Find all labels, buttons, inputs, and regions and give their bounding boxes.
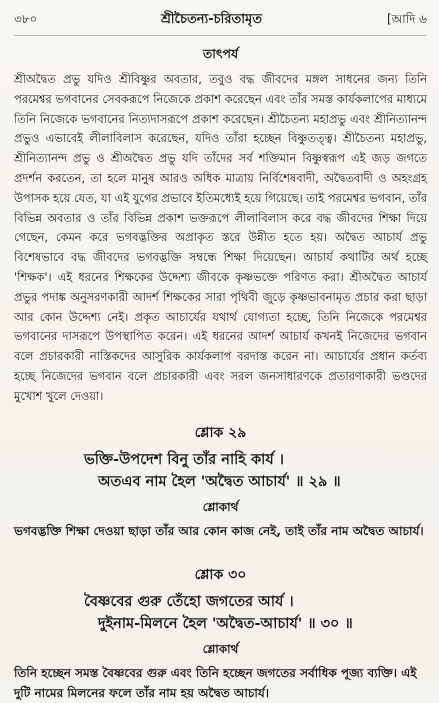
book-title: শ্রীচৈতন্য-চরিতামৃত [160,12,263,27]
page-number: ৩৮০ [14,11,38,26]
verse-30-line-2: দুইনাম-মিলনে হৈল 'অদ্বৈত-আচার্য' ॥ ৩০ ॥ [98,615,353,632]
verse-title-29: শ্লোক ২৯ [194,424,247,441]
purport-text: শ্রীঅদ্বৈত প্রভু যদিও শ্রীবিষ্ণুর অবতার, তবুও বদ্ধ জীবদের মঙ্গল সাধনের জন্য তিনি পরমেশ্বর ভগবানের সেবকরূপে নিজেকে প্রকাশ করেছেন এবং তাঁর সমস্ত কার্যকলাপের মাধ্যমে তিনি নিজেকে ভগবানের নিত্যদাসরূপে প্রকাশ করেছেন। শ্রীচৈতন্য মহাপ্রভু এবং শ্রীনিত্যানন্দ প্রভুও এভাবেই লীলাবিলাস করেছেন, যদিও তাঁরা হচ্ছেন বিষ্ণুতত্ত্ব। শ্রীচৈতন্য মহাপ্রভু, শ্রীনিত্যানন্দ প্রভু ও শ্রীঅদ্বৈত প্রভু যদি তাঁদের সর্ব শক্তিমান বিষ্ণুস্বরূপ এই জড় জগতে প্রদর্শন করতেন, তা হলে মানুষ আরও অধিক মাত্রায় নির্বিশেষবাদী, অদ্বৈতবাদী ও অহংগ্রহ উপাসক হয়ে যেত, যা এই যুগের প্রভাবে ইতিমধ্যেই হয়ে গিয়েছে। তাই পরমেশ্বর ভগবান, তাঁর বিভিন্ন অবতার ও তাঁর বিভিন্ন প্রকাশ ভক্তরূপে লীলাবিলাস করে বদ্ধ জীবদের শিক্ষা দিয়ে গেছেন, কেমন করে ভগবদ্ভক্তির অপ্রাকৃত স্তরে উন্নীত হতে হয়। অদ্বৈত আচার্য প্রভু বিশেষভাবে বদ্ধ জীবদের ভগবদ্ভক্তি সম্বন্ধে শিক্ষা দিয়েছেন। আচার্য কথাটির অর্থ হচ্ছে 'শিক্ষক'। এই ধরনের শিক্ষকের উদ্দেশ্য জীবকে কৃষ্ণভক্তে পরিণত করা। শ্রীঅদ্বৈত আচার্য প্রভুর পদাঙ্ক অনুসরণকারী আদর্শ শিক্ষকের সারা পৃথিবী জুড়ে কৃষ্ণভাবনামৃত প্রচার করা ছাড়া আর কোন উদ্দেশ্য নেই। প্রকৃত আচার্যের যথার্থ যোগ্যতা হচ্ছে, তিনি নিজেকে পরমেশ্বর ভগবানের দাসরূপে উপস্থাপিত করেন। এই ধরনের আদর্শ আচার্য কখনই নিজেদের ভগবান বলে প্রচারকারী নাস্তিকদের আসুরিক কার্যকলাপ বরদাস্ত করেন না। আচার্যের প্রধান কর্তব্য হচ্ছে নিজেদের ভগবান বলে প্রচারকারী এবং সরল জনসাধারণকে প্রতারণাকারী ভণ্ডদের মুখোশ খুলে দেওয়া। [14,72,427,403]
translation-29: ভগবদ্ভক্তি শিক্ষা দেওয়া ছাড়া তাঁর আর কোন কাজ নেই, তাই তাঁর নাম অদ্বৈত আচার্য। [14,523,424,538]
verse-29-line-1: ভক্তি-উপদেশ বিনু তাঁর নাহি কার্য । [84,451,284,468]
purport-title: তাৎপর্য [202,46,239,61]
page-header [14,6,427,36]
verse-29-line-2: অতএব নাম হৈল 'অদ্বৈত আচার্য' ॥ ২৯ ॥ [98,473,341,490]
chapter-label: [আদি ৬ [386,11,427,26]
translation-title-29: শ্লোকার্থ [202,499,239,514]
verse-30-line-1: বৈষ্ণবের গুরু তেঁহো জগতের আর্য । [84,593,294,610]
verse-29 [14,449,427,493]
verse-30 [14,591,427,635]
verse-title-30: শ্লোক ৩০ [194,566,247,583]
translation-title-30: শ্লোকার্থ [202,641,239,656]
translation-30: তিনি হচ্ছেন সমস্ত বৈষ্ণবের গুরু এবং তিনি হচ্ছেন জগতের সর্বাধিক পূজ্য ব্যক্তি। এই দুটি নামের মিলনের ফলে তাঁর নাম হয় অদ্বৈত আচার্য। [14,665,417,700]
